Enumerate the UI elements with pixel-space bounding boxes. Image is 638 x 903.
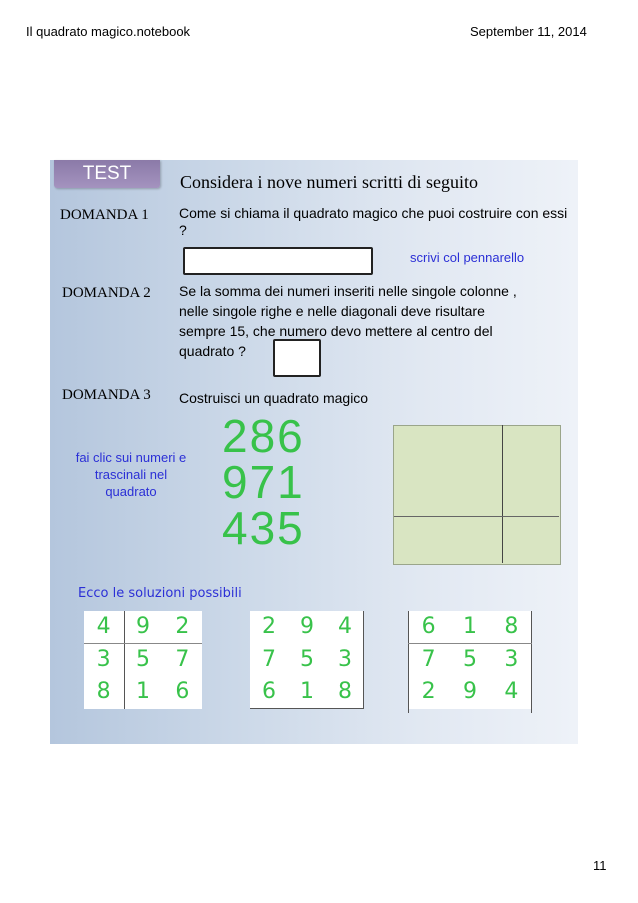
square-divider-vertical: [124, 611, 125, 709]
question-2-text: [179, 281, 579, 361]
grid-divider-horizontal: [394, 516, 559, 517]
solution-cell: 3: [96, 646, 111, 672]
document-date: September 11, 2014: [470, 24, 587, 39]
document-filename: Il quadrato magico.notebook: [26, 24, 191, 39]
digits-row[interactable]: 286: [222, 410, 305, 462]
slide-title: Considera i nove numeri scritti di seguito: [180, 172, 478, 192]
solution-cell: 4: [96, 614, 111, 639]
page-number: 11: [593, 858, 607, 873]
solution-cell: 6: [262, 679, 276, 705]
digits-row[interactable]: 971: [222, 456, 305, 508]
question-3-text: Costruisci un quadrato magico: [179, 390, 369, 406]
solution-cell: 4: [504, 679, 519, 705]
solution-square-2: [250, 611, 364, 709]
solution-cell: 7: [421, 646, 436, 672]
question-2-line: Se la somma dei numeri inseriti nelle singole colonne ,: [179, 283, 517, 299]
drag-hint-line: trascinali nel: [94, 467, 168, 482]
solution-square-1: [84, 611, 202, 709]
solution-cell: 6: [421, 614, 436, 639]
test-tab[interactable]: TEST: [54, 160, 160, 188]
question-2-line: nelle singole righe e nelle diagonali deve risultare: [179, 303, 485, 319]
square-divider-horizontal: [84, 643, 202, 644]
square-border-right: [363, 611, 364, 709]
solution-cell: 1: [462, 614, 477, 639]
solution-cell: 8: [338, 679, 352, 705]
solution-cell: 3: [504, 646, 519, 672]
square-border-right: [531, 611, 532, 713]
question-3-label: DOMANDA 3: [62, 387, 151, 403]
solution-cell: 7: [262, 646, 276, 672]
question-1-label: DOMANDA 1: [60, 207, 149, 223]
grid-divider-vertical: [502, 425, 503, 563]
solution-cell: 9: [300, 614, 314, 639]
question-2-label: DOMANDA 2: [62, 285, 151, 301]
solution-cell: 9: [135, 614, 150, 639]
solution-cell: 2: [421, 679, 436, 705]
drag-hint: [62, 449, 200, 500]
pen-hint: scrivi col pennarello: [410, 250, 525, 265]
square-border-left: [408, 611, 409, 713]
solutions-label: Ecco le soluzioni possibili: [78, 586, 242, 601]
solution-cell: 1: [300, 679, 314, 705]
solution-cell: 1: [135, 679, 150, 705]
drag-hint-line: fai clic sui numeri e: [75, 450, 187, 465]
solution-cell: 5: [300, 646, 314, 672]
solution-square-3: [408, 611, 532, 709]
solution-cell: 3: [338, 646, 352, 672]
square-border-bottom: [250, 708, 364, 709]
question-2-line: sempre 15, che numero devo mettere al centro del: [179, 323, 493, 339]
drag-hint-line: quadrato: [105, 484, 157, 499]
solution-cell: 5: [462, 646, 477, 672]
magic-square-drop-grid[interactable]: [393, 425, 561, 565]
solution-cell: 2: [175, 614, 190, 639]
solution-cell: 8: [504, 614, 519, 639]
solution-cell: 7: [175, 646, 190, 672]
solution-cell: 4: [338, 614, 352, 639]
solution-cell: 6: [175, 679, 190, 705]
question-2-line: quadrato ?: [179, 343, 246, 359]
solution-cell: 8: [96, 679, 111, 705]
question-2-answer-box[interactable]: [273, 339, 321, 377]
draggable-digits[interactable]: [222, 410, 305, 554]
solution-cell: 2: [262, 614, 276, 639]
solution-cell: 5: [135, 646, 150, 672]
question-1-answer-box[interactable]: [183, 247, 373, 275]
question-1-text: Come si chiama il quadrato magico che puoi costruire con essi ?: [179, 205, 568, 238]
solution-cell: 9: [462, 679, 477, 705]
square-divider-horizontal: [408, 643, 532, 644]
digits-row[interactable]: 435: [222, 502, 305, 554]
